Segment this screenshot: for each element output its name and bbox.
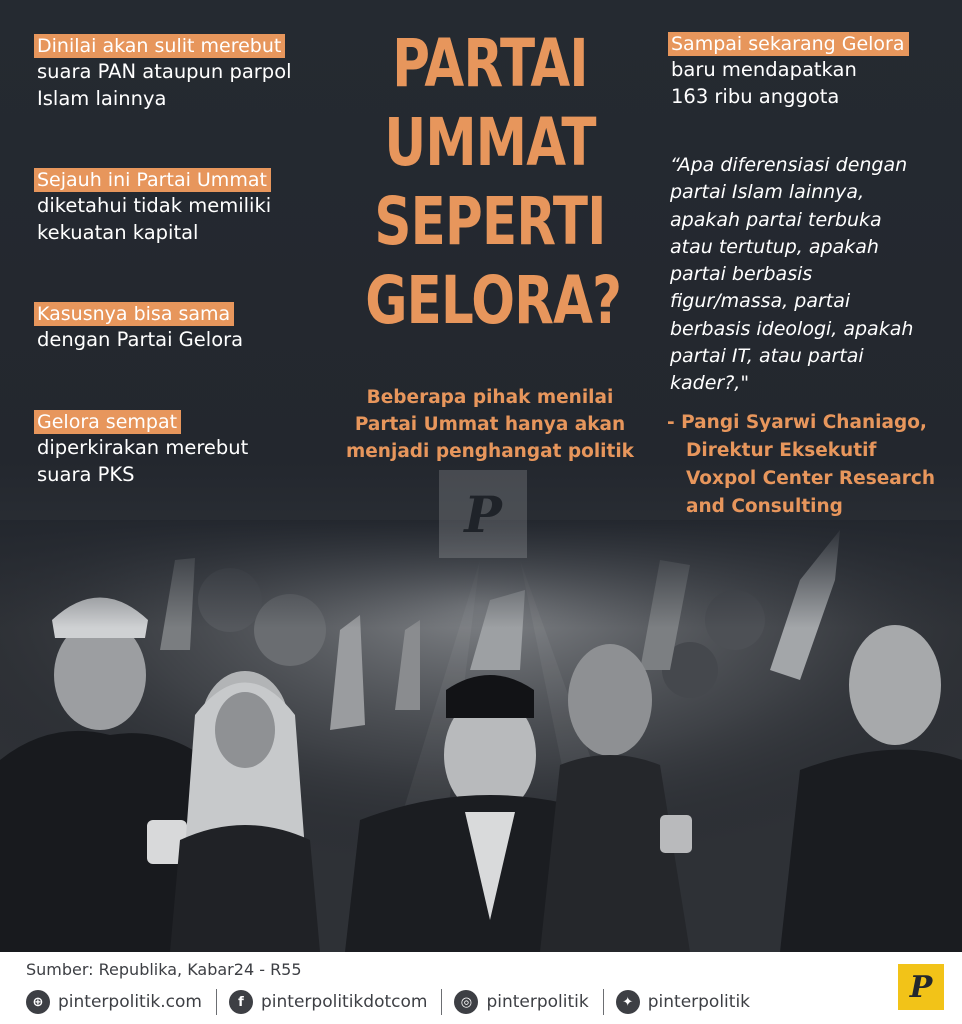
subhead-line: menjadi penghangat politik [345,441,634,462]
globe-icon: ⊕ [26,990,50,1014]
fact-highlight: Sampai sekarang Gelora [668,32,909,56]
quote-attribution [667,409,962,521]
quote [670,152,960,398]
quote-line: apakah partai terbuka [670,208,882,231]
attribution-line: Direktur Eksekutif [686,440,877,461]
quote-line: figur/massa, partai [670,290,851,313]
attribution-line: and Consulting [686,496,843,517]
twitter-icon: ✦ [616,990,640,1014]
subhead-line: Partai Ummat hanya akan [354,414,626,435]
social-website[interactable] [26,988,202,1016]
quote-line: atau tertutup, apakah [670,235,879,258]
fact-highlight: Dinilai akan sulit merebut [34,34,285,58]
fact-highlight: Gelora sempat [34,410,181,434]
fact-body: baru mendapatkan 163 ribu anggota [671,58,857,108]
divider [603,989,604,1015]
social-links [26,988,750,1016]
fact-body: suara PAN ataupun parpol Islam lainnya [37,60,292,110]
fact-body: diperkirakan merebut suara PKS [37,436,249,486]
quote-line: partai berbasis [670,263,813,286]
fact-gelora-pks [34,410,334,488]
divider [216,989,217,1015]
subhead-line: Beberapa pihak menilai [366,387,614,408]
quote-line: berbasis ideologi, apakah [670,317,914,340]
social-label: pinterpolitik [647,992,751,1012]
crowd-photo [0,520,962,952]
fact-kekuatan-suara [34,34,334,112]
quote-line: partai Islam lainnya, [670,181,865,204]
crowd-photo-illustration [0,520,962,952]
fact-highlight: Sejauh ini Partai Ummat [34,168,271,192]
attribution-line: - Pangi Syarwi Chaniago, [667,412,927,433]
divider [441,989,442,1015]
page-title [365,24,622,340]
title-line: GELORA? [365,262,622,339]
fact-kekuatan-kapital [34,168,334,246]
fact-body: diketahui tidak memiliki kekuatan kapital [37,194,272,244]
instagram-icon: ◎ [454,990,478,1014]
social-label: pinterpolitik [486,992,589,1012]
brand-logo: P [898,964,944,1010]
social-label: pinterpolitikdotcom [261,992,428,1012]
title-line: PARTAI [392,25,588,102]
quote-line: kader?," [670,372,750,395]
attribution-line: Voxpol Center Research [686,468,936,489]
social-facebook[interactable] [229,988,427,1016]
subheadline [330,384,650,465]
facebook-icon: f [229,990,253,1014]
quote-line: partai IT, atau partai [670,345,864,368]
quote-line: “Apa diferensiasi dengan [670,154,908,176]
fact-kasus-gelora [34,302,334,353]
footer [0,952,962,1024]
source-credit: Sumber: Republika, Kabar24 - R55 [26,960,302,979]
fact-body: dengan Partai Gelora [37,328,244,351]
title-line: SEPERTI [374,183,606,260]
watermark-logo: P [439,470,527,558]
fact-highlight: Kasusnya bisa sama [34,302,234,326]
title-line: UMMAT [384,104,596,181]
social-twitter[interactable] [616,988,750,1016]
social-instagram[interactable] [454,988,588,1016]
social-label: pinterpolitik.com [58,992,202,1012]
fact-anggota-gelora [668,32,958,110]
